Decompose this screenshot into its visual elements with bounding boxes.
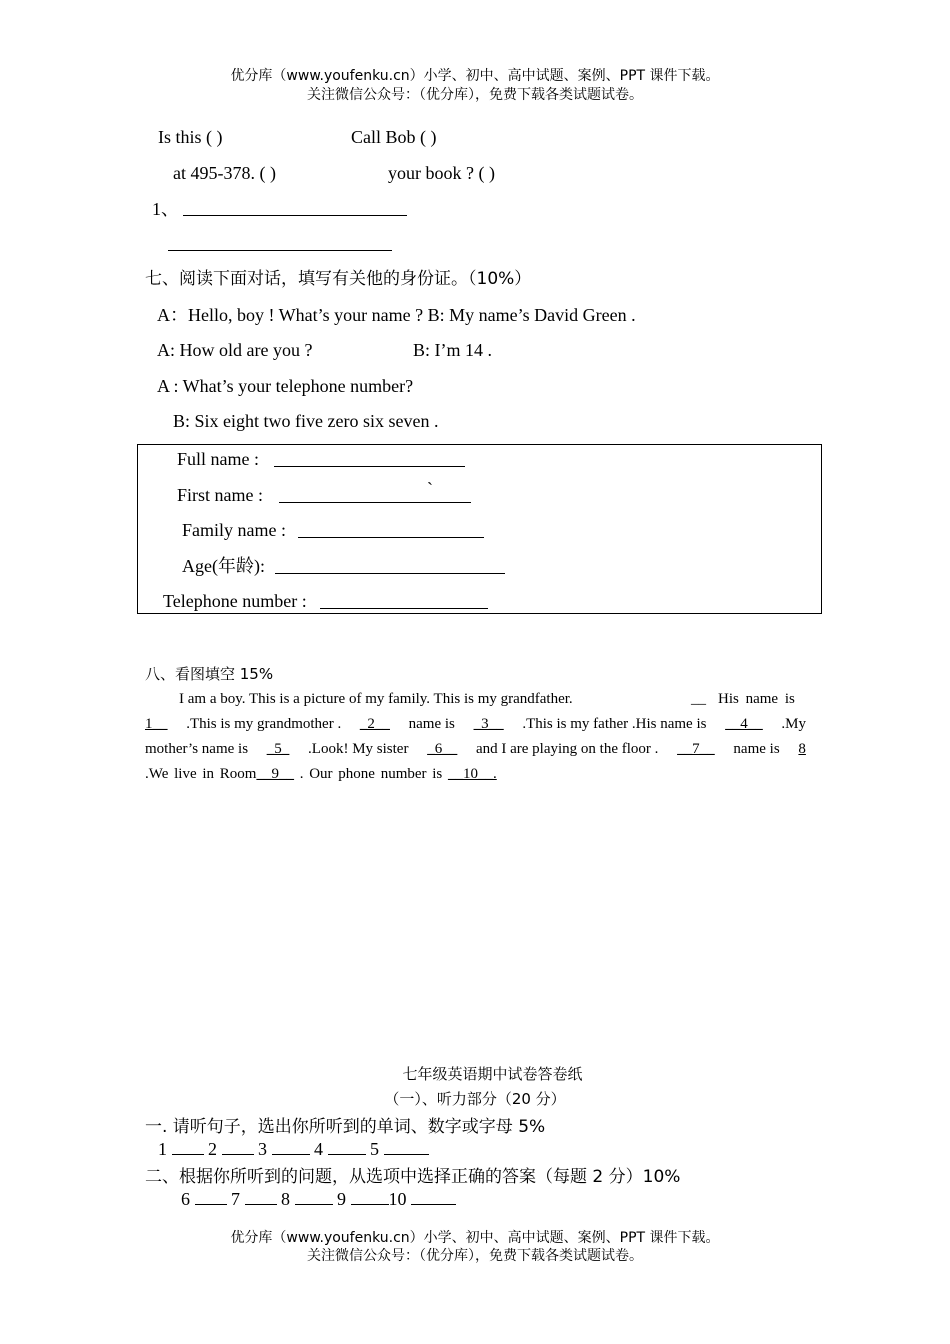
item-call-bob: Call Bob ( ) xyxy=(351,127,437,147)
header-line-1: 优分库（www.youfenku.cn）小学、初中、高中试题、案例、PPT 课件下载。 xyxy=(230,68,720,84)
part2-num-6: 6 xyxy=(181,1189,190,1209)
blank-3[interactable]: _3__ xyxy=(473,716,504,732)
para-text-1: I am a boy. This is a picture of my family. This is my grandfather. xyxy=(179,691,573,707)
blank-10[interactable]: __10__. xyxy=(448,766,497,782)
item-at-phone: at 495-378. ( ) xyxy=(173,163,276,183)
item-1-label: 1、 xyxy=(152,199,179,219)
part2-num-8: 8 xyxy=(281,1189,290,1209)
part1-answer-4[interactable] xyxy=(328,1138,366,1155)
blank-grandfather[interactable]: __ xyxy=(691,691,706,707)
part1-blank-row xyxy=(158,1138,429,1160)
listening-part-2: 二、根据你所听到的问题，从选项中选择正确的答案（每题 2 分）10% xyxy=(145,1167,681,1187)
part1-answer-1[interactable] xyxy=(172,1138,204,1155)
part1-answer-5[interactable] xyxy=(384,1138,429,1155)
dialog-line-1: A：Hello, boy ! What’s your name ? B: My name’s David Green . xyxy=(157,305,636,325)
answer-line-2[interactable] xyxy=(168,250,392,251)
blank-8[interactable]: 8 xyxy=(798,741,806,757)
para-line-3 xyxy=(145,739,806,759)
part1-num-5: 5 xyxy=(370,1139,379,1159)
para-text-2d: .My xyxy=(781,716,806,732)
part1-num-2: 2 xyxy=(208,1139,217,1159)
para-text-3c: and I are playing on the floor . xyxy=(475,741,659,757)
blank-7[interactable]: __7__ xyxy=(677,741,715,757)
part2-answer-9[interactable] xyxy=(351,1188,389,1205)
part2-num-10: 10 xyxy=(388,1189,407,1209)
para-line-2 xyxy=(145,714,806,734)
part2-answer-7[interactable] xyxy=(245,1188,277,1205)
blank-1[interactable]: 1__ xyxy=(145,716,168,732)
id-telephone-field[interactable] xyxy=(320,608,488,609)
para-text-4a: .We live in Room xyxy=(145,766,257,782)
id-age-label: Age(年龄): xyxy=(182,556,265,576)
id-family-name-field[interactable] xyxy=(298,537,484,538)
para-text-2a: .This is my grandmother . xyxy=(186,716,342,732)
id-first-name-label: First name : xyxy=(177,485,263,505)
part2-answer-10[interactable] xyxy=(411,1188,456,1205)
part1-num-1: 1 xyxy=(158,1139,167,1159)
part2-blank-row xyxy=(181,1188,456,1210)
dialog-line-4: B: Six eight two five zero six seven . xyxy=(173,411,439,431)
part1-answer-3[interactable] xyxy=(272,1138,310,1155)
dialog-line-2b: B: I’m 14 . xyxy=(413,340,492,360)
blank-5[interactable]: _5_ xyxy=(266,741,290,757)
para-text-3d: name is xyxy=(733,741,780,757)
part2-answer-6[interactable] xyxy=(195,1188,227,1205)
blank-4[interactable]: __4__ xyxy=(725,716,763,732)
dialog-line-2a: A: How old are you ? xyxy=(157,340,313,360)
section8-title: 八、看图填空 15% xyxy=(145,665,274,683)
item-your-book: your book ? ( ) xyxy=(388,163,495,183)
item-is-this: Is this ( ) xyxy=(158,127,223,147)
id-telephone-label: Telephone number : xyxy=(163,591,307,611)
stray-backtick: ` xyxy=(427,479,433,499)
para-text-4b: . Our phone number is xyxy=(299,766,443,782)
blank-2[interactable]: _2__ xyxy=(359,716,390,732)
header-line-2: 关注微信公众号：（优分库），免费下载各类试题试卷。 xyxy=(307,87,643,103)
para-text-2b: name is xyxy=(408,716,455,732)
answer-sheet-subtitle: （一）、听力部分（20 分） xyxy=(384,1090,566,1108)
footer-line-1: 优分库（www.youfenku.cn）小学、初中、高中试题、案例、PPT 课件下载。 xyxy=(230,1230,720,1246)
answer-line-1[interactable] xyxy=(183,215,407,216)
blank-6[interactable]: _6__ xyxy=(427,741,458,757)
answer-sheet-title: 七年级英语期中试卷答卷纸 xyxy=(402,1065,583,1083)
part1-num-3: 3 xyxy=(258,1139,267,1159)
part2-num-9: 9 xyxy=(337,1189,346,1209)
id-family-name-label: Family name : xyxy=(182,520,286,540)
para-text-3a: mother’s name is xyxy=(145,741,249,757)
para-text-3b: .Look! My sister xyxy=(308,741,409,757)
id-full-name-field[interactable] xyxy=(274,466,465,467)
part1-answer-2[interactable] xyxy=(222,1138,254,1155)
para-text-2c: .This is my father .His name is xyxy=(522,716,707,732)
para-text-1-tail: His name is xyxy=(718,691,795,707)
id-first-name-field[interactable] xyxy=(279,502,471,503)
blank-9[interactable]: __9__ xyxy=(256,766,294,782)
footer-line-2: 关注微信公众号：（优分库），免费下载各类试题试卷。 xyxy=(307,1248,643,1264)
dialog-line-3: A : What’s your telephone number? xyxy=(157,376,414,396)
para-line-4 xyxy=(145,764,497,784)
section7-title: 七、阅读下面对话，填写有关他的身份证。（10%） xyxy=(145,269,532,289)
para-line-1 xyxy=(179,689,573,709)
id-age-field[interactable] xyxy=(275,573,505,574)
part1-num-4: 4 xyxy=(314,1139,323,1159)
id-full-name-label: Full name : xyxy=(177,449,259,469)
part2-answer-8[interactable] xyxy=(295,1188,333,1205)
listening-part-1: 一. 请听句子，选出你所听到的单词、数字或字母 5% xyxy=(145,1117,546,1137)
part2-num-7: 7 xyxy=(231,1189,240,1209)
